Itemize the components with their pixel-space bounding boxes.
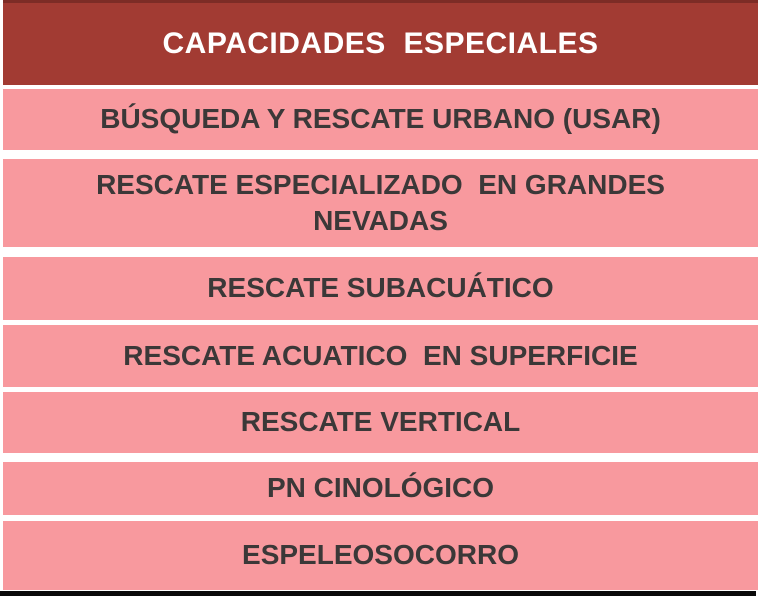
table-row	[3, 89, 758, 150]
row-label: RESCATE SUBACUÁTICO	[207, 272, 554, 304]
row-label: PN CINOLÓGICO	[266, 472, 495, 504]
row-label: RESCATE VERTICAL	[240, 406, 521, 438]
bottom-border-bar	[0, 591, 756, 596]
table-title: CAPACIDADES ESPECIALES	[162, 27, 599, 60]
table-row	[3, 521, 758, 590]
table-row	[3, 462, 758, 515]
row-label: RESCATE ESPECIALIZADO EN GRANDES NEVADAS	[96, 168, 665, 236]
row-label: ESPELEOSOCORRO	[242, 539, 519, 571]
table-row	[3, 392, 758, 453]
table-row	[3, 257, 758, 320]
table-row	[3, 159, 758, 247]
table-header	[3, 0, 758, 85]
row-label: BÚSQUEDA Y RESCATE URBANO (USAR)	[100, 103, 661, 135]
row-label: RESCATE ACUATICO EN SUPERFICIE	[123, 339, 638, 371]
table-row	[3, 325, 758, 387]
